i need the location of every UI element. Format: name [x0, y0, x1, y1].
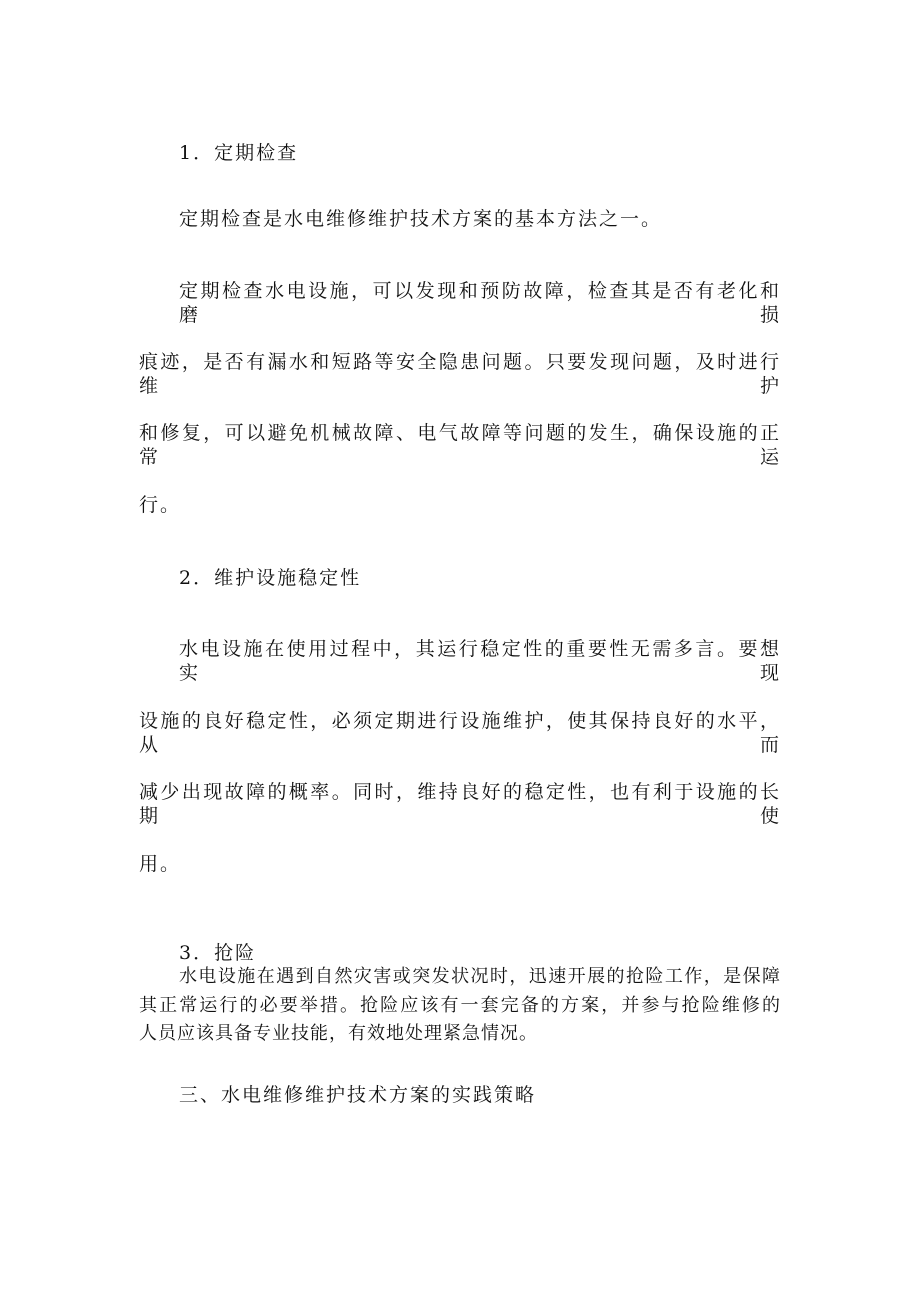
chapter-heading: 三、水电维修维护技术方案的实践策略: [179, 1084, 537, 1106]
section-3-heading: 3．抢险: [179, 942, 257, 964]
section-1-heading: 1．定期检查: [179, 142, 299, 164]
section-2-paragraph-line-2: 设施的良好稳定性，必须定期进行设施维护，使其保持良好的水平，从而: [139, 710, 781, 756]
section-1-intro: 定期检查是水电维修维护技术方案的基本方法之一。: [179, 208, 663, 230]
section-1-paragraph-line-2: 痕迹，是否有漏水和短路等安全隐患问题。只要发现问题，及时进行维护: [139, 351, 781, 397]
section-1-paragraph-line-3: 和修复，可以避免机械故障、电气故障等问题的发生，确保设施的正常运: [139, 422, 781, 468]
section-2-paragraph-line-1: 水电设施在使用过程中，其运行稳定性的重要性无需多言。要想实现: [179, 638, 781, 684]
section-1-paragraph-line-1: 定期检查水电设施，可以发现和预防故障，检查其是否有老化和磨损: [179, 280, 781, 326]
section-3-paragraph-line-1: 水电设施在遇到自然灾害或突发状况时，迅速开展的抢险工作，是保障: [179, 966, 781, 987]
section-2-paragraph-line-3: 减少出现故障的概率。同时，维持良好的稳定性，也有利于设施的长期使: [139, 781, 781, 827]
section-3-paragraph-line-2: 其正常运行的必要举措。抢险应该有一套完备的方案，并参与抢险维修的: [139, 995, 781, 1016]
section-2-paragraph-line-4: 用。: [139, 853, 182, 875]
section-3-paragraph-line-3: 人员应该具备专业技能，有效地处理紧急情况。: [139, 1023, 538, 1044]
section-2-heading: 2．维护设施稳定性: [179, 567, 362, 589]
section-1-paragraph-line-4: 行。: [139, 494, 182, 516]
